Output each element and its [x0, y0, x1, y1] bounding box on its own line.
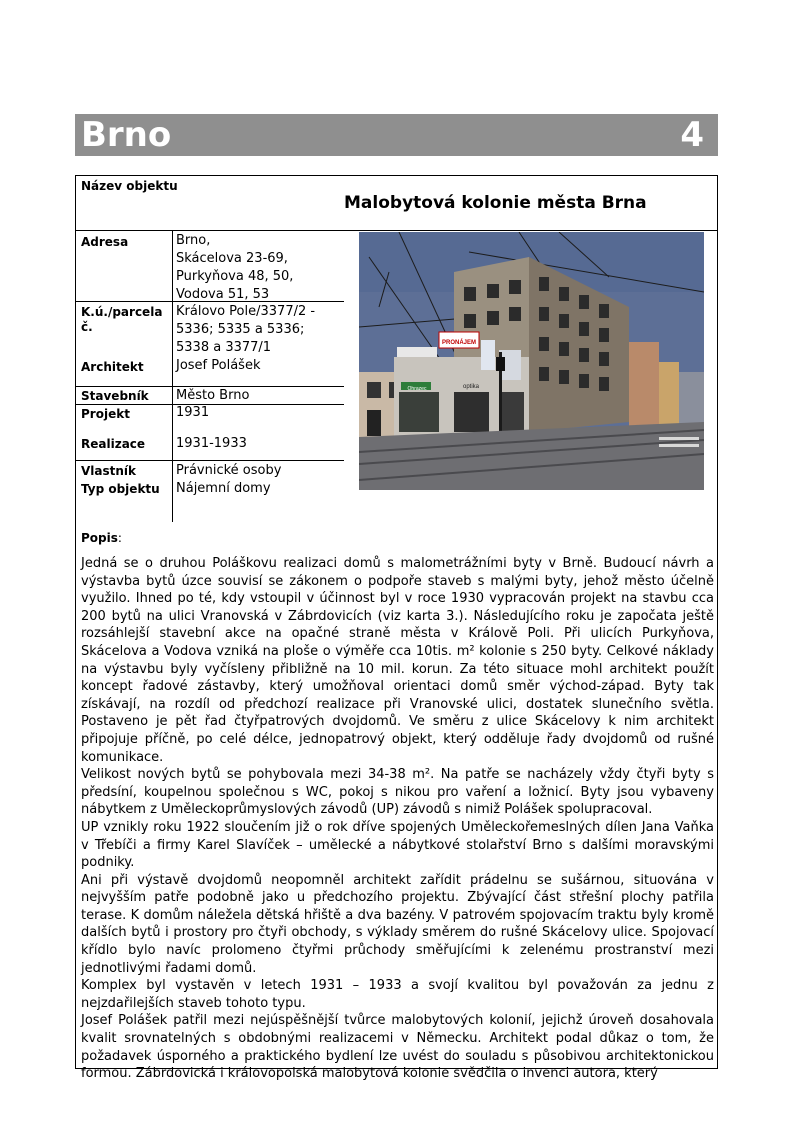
project-label: Projekt [81, 407, 130, 421]
traffic-light [496, 357, 505, 371]
address-line: Vodova 51, 53 [176, 287, 270, 302]
type-value: Nájemní domy [176, 481, 271, 496]
divider [172, 230, 173, 522]
object-name: Malobytová kolonie města Brna [344, 193, 647, 213]
parcel-line: Královo Pole/3377/2 - [176, 304, 316, 319]
address-line: Purkyňova 48, 50, [176, 269, 294, 284]
sign-shop-text: Ohrazec [407, 386, 427, 392]
owner-label: Vlastník [81, 464, 137, 478]
distant-building [629, 342, 659, 427]
card-number: 4 [680, 115, 704, 155]
parcel-label-line: K.ú./parcela [81, 305, 163, 319]
address-label: Adresa [81, 235, 129, 249]
owner-value: Právnické osoby [176, 463, 282, 478]
building-photo [359, 232, 704, 490]
divider [76, 460, 344, 461]
description-paragraph: Ani při výstavě dvojdomů neopomněl architekt zařídit prádelnu se sušárnou, situována v nejvyšším patře podobně jako u předchozího projektu. Zbývající část střešní plochy patřila terase. K domům náležela dětská hřiště a dva bazény. V patrovém spojovacím traktu byly kromě dalších bytů i prostory pro čtyři obchody, s výklady směrem do rušné Skácelovy ulice. Spojovací křídlo bylo navíc prolomeno čtyřmi průchody směřujícími k zelenému prostranství mezi jednotlivými řadami domů. [81, 872, 714, 976]
address-value [176, 232, 293, 304]
city-title: Brno [81, 115, 172, 155]
description-paragraph: Jedná se o druhou Poláškovu realizaci domů s malometrážními byty v Brně. Budoucí návrh a výstavba bytů úzce souvisí se zákonem o podpoře staveb s malými byty, jehož město účelně využilo. Ihned po té, kdy vstoupil v účinnost byl v roce 1930 vypracován projekt na stavbu cca 200 bytů na ulici Vranovská v Zábrdovicích (viz karta 3.). Následujícího roku je započata ještě rozsáhlejší stavební akce na opačné straně města v Králově Poli. Při ulicích Purkyňova, Skácelova a Vodova vzniká na ploše o výměře cca 10tis. m² kolonie s 250 byty. Celkové náklady na výstavbu byly vyčísleny přibližně na 10 mil. korun. Za této situace mohl architekt použít koncept řadové zástavby, který umožňoval orientaci domů směr východ-západ. Byty tak získávají, na rozdíl od předchozí realizace při Vranovské ulici, dostatek slunečního světla. Postaveno je pět řad čtyřpatrových dvojdomů. Ve směru z ulice Skácelovy k nim architekt připojuje příčně, po celé délce, jednopatrový objekt, který odděluje řady dvojdomů od rušné komunikace. [81, 556, 714, 765]
realization-label: Realizace [81, 437, 146, 451]
builder-label: Stavebník [81, 389, 149, 403]
parcel-line: 5336; 5335 a 5336; [176, 322, 305, 337]
builder-value: Město Brno [176, 388, 250, 403]
address-line: Brno, [176, 233, 211, 248]
header-banner [75, 114, 718, 156]
sign-rental-text: PRONÁJEM [441, 340, 477, 346]
sign-optika-text: optika [462, 384, 480, 390]
parcel-label [81, 305, 162, 335]
distant-building [679, 372, 704, 427]
project-value: 1931 [176, 405, 210, 420]
record-card [75, 175, 718, 1082]
description-paragraph: UP vznikly roku 1922 sloučením již o rok dříve spojených Uměleckořemeslných dílen Jana Vaňka v Třebíči a firmy Karel Slavíček – umělecké a nábytkové stolařství Brno s dalšími moravskými podniky. [81, 819, 714, 871]
object-name-label: Název objektu [81, 179, 178, 193]
description-paragraph: Komplex byl vystavěn v letech 1931 – 1933 a svojí kvalitou byl považován za jednu z nejzdařilejších staveb tohoto typu. [81, 978, 714, 1011]
parcel-value [176, 303, 315, 357]
realization-value: 1931-1933 [176, 436, 247, 451]
architect-label: Architekt [81, 360, 144, 374]
parcel-line: 5338 a 3377/1 [176, 340, 272, 355]
address-line: Skácelova 23-69, [176, 251, 288, 266]
description-paragraph: Josef Polášek patřil mezi nejúspěšnější tvůrce malobytových kolonií, jejichž úroveň dosahovala kvalit srovnatelných s obdobnými realizacemi v Německu. Architekt podal důkaz o tom, že požadavek úsporného a praktického bydlení lze uvést do souladu s působivou architektonickou formou. Zábrdovická i královopolská malobytová kolonie svědčila o invenci autora, který [81, 1013, 714, 1082]
description-label: Popis: [81, 531, 122, 545]
sign-poster [481, 340, 495, 370]
sign-banner [397, 347, 437, 357]
description-paragraph: Velikost nových bytů se pohybovala mezi 34-38 m². Na patře se nacházely vždy čtyři byty s předsíní, koupelnou společnou s WC, pokoj s nikou pro vaření a ložnicí. Byty jsou vybaveny nábytkem z Uměleckoprůmyslových závodů (UP) závodů s nimiž Polášek spolupracoval. [81, 767, 714, 818]
architect-value: Josef Polášek [176, 358, 261, 373]
parcel-label-line: č. [81, 320, 93, 334]
description-text [81, 555, 714, 1083]
distant-building [659, 362, 679, 427]
type-label: Typ objektu [81, 482, 160, 496]
